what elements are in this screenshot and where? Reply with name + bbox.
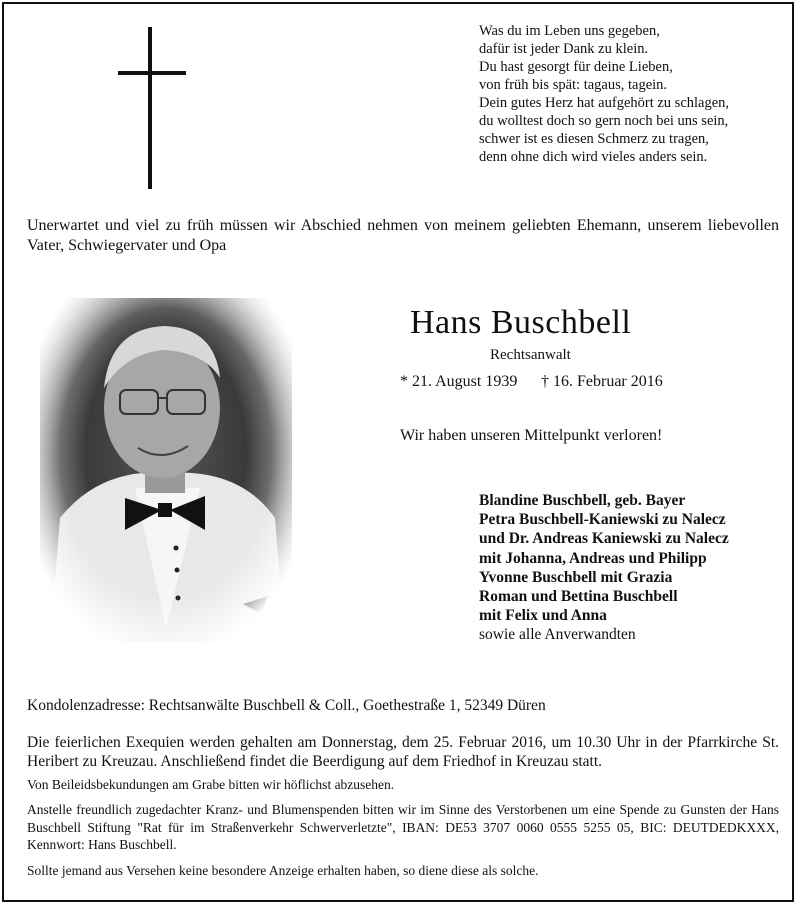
death-date: † 16. Februar 2016 (541, 373, 663, 390)
closing-note: Sollte jemand aus Versehen keine besondere Anzeige erhalten haben, so diene diese als solche. (27, 863, 539, 878)
motto: Wir haben unseren Mittelpunkt verloren! (400, 427, 663, 444)
mourner-line: mit Johanna, Andreas und Philipp (479, 549, 707, 567)
poem-line: schwer ist es diesen Schmerz zu tragen, (479, 131, 709, 147)
poem-line: Dein gutes Herz hat aufgehört zu schlagen, (479, 95, 730, 111)
deceased-name: Hans Buschbell (410, 304, 632, 341)
mourner-line: und Dr. Andreas Kaniewski zu Nalecz (479, 530, 729, 548)
funeral-details: Die feierlichen Exequien werden gehalten am Donnerstag, dem 25. Februar 2016, um 10.30 Uhr in der Pfarrkirche St. Heribert zu Kreuzau. Anschließend findet die Beerdigung auf dem Friedhof in Kreuzau statt. (27, 734, 779, 770)
mourner-line: Yvonne Buschbell mit Grazia (479, 568, 673, 586)
mourners-list (479, 491, 729, 645)
donation-note: Anstelle freundlich zugedachter Kranz- und Blumenspenden bitten wir im Sinne des Verstorbenen um eine Spende zu Gunsten der Hans Buschbell Stiftung "Rat für im Straßenverkehr Schwerverletzte", IBAN: DE53 3707 0060 0555 5255 05, BIC: DEUTDEDKXXX, Kennwort: Hans Buschbell. (27, 802, 779, 852)
mourner-relatives: sowie alle Anverwandten (479, 626, 636, 644)
mourner-line: Blandine Buschbell, geb. Bayer (479, 492, 686, 509)
birth-date: * 21. August 1939 (400, 373, 518, 390)
portrait-photo (40, 298, 292, 642)
poem-line: du wolltest doch so gern noch bei uns sein, (479, 113, 729, 129)
poem-line: dafür ist jeder Dank zu klein. (479, 41, 649, 57)
intro-text: Unerwartet und viel zu früh müssen wir Abschied nehmen von meinem geliebten Ehemann, unserem liebevollen Vater, Schwiegervater und Opa (27, 217, 779, 254)
mourner-line: mit Felix und Anna (479, 607, 607, 625)
poem-line: Du hast gesorgt für deine Lieben, (479, 59, 673, 75)
deceased-title: Rechtsanwalt (490, 347, 571, 363)
mourner-line: Petra Buschbell-Kaniewski zu Nalecz (479, 511, 726, 529)
mourner-line: Roman und Bettina Buschbell (479, 588, 678, 606)
condolence-address: Kondolenzadresse: Rechtsanwälte Buschbell & Coll., Goethestraße 1, 52349 Düren (27, 697, 546, 714)
grave-note: Von Beileidsbekundungen am Grabe bitten wir höflichst abzusehen. (27, 777, 395, 792)
poem-line: Was du im Leben uns gegeben, (479, 23, 660, 39)
poem-line: denn ohne dich wird vieles anders sein. (479, 149, 708, 165)
poem-line: von früh bis spät: tagaus, tagein. (479, 77, 668, 93)
poem (479, 22, 729, 166)
